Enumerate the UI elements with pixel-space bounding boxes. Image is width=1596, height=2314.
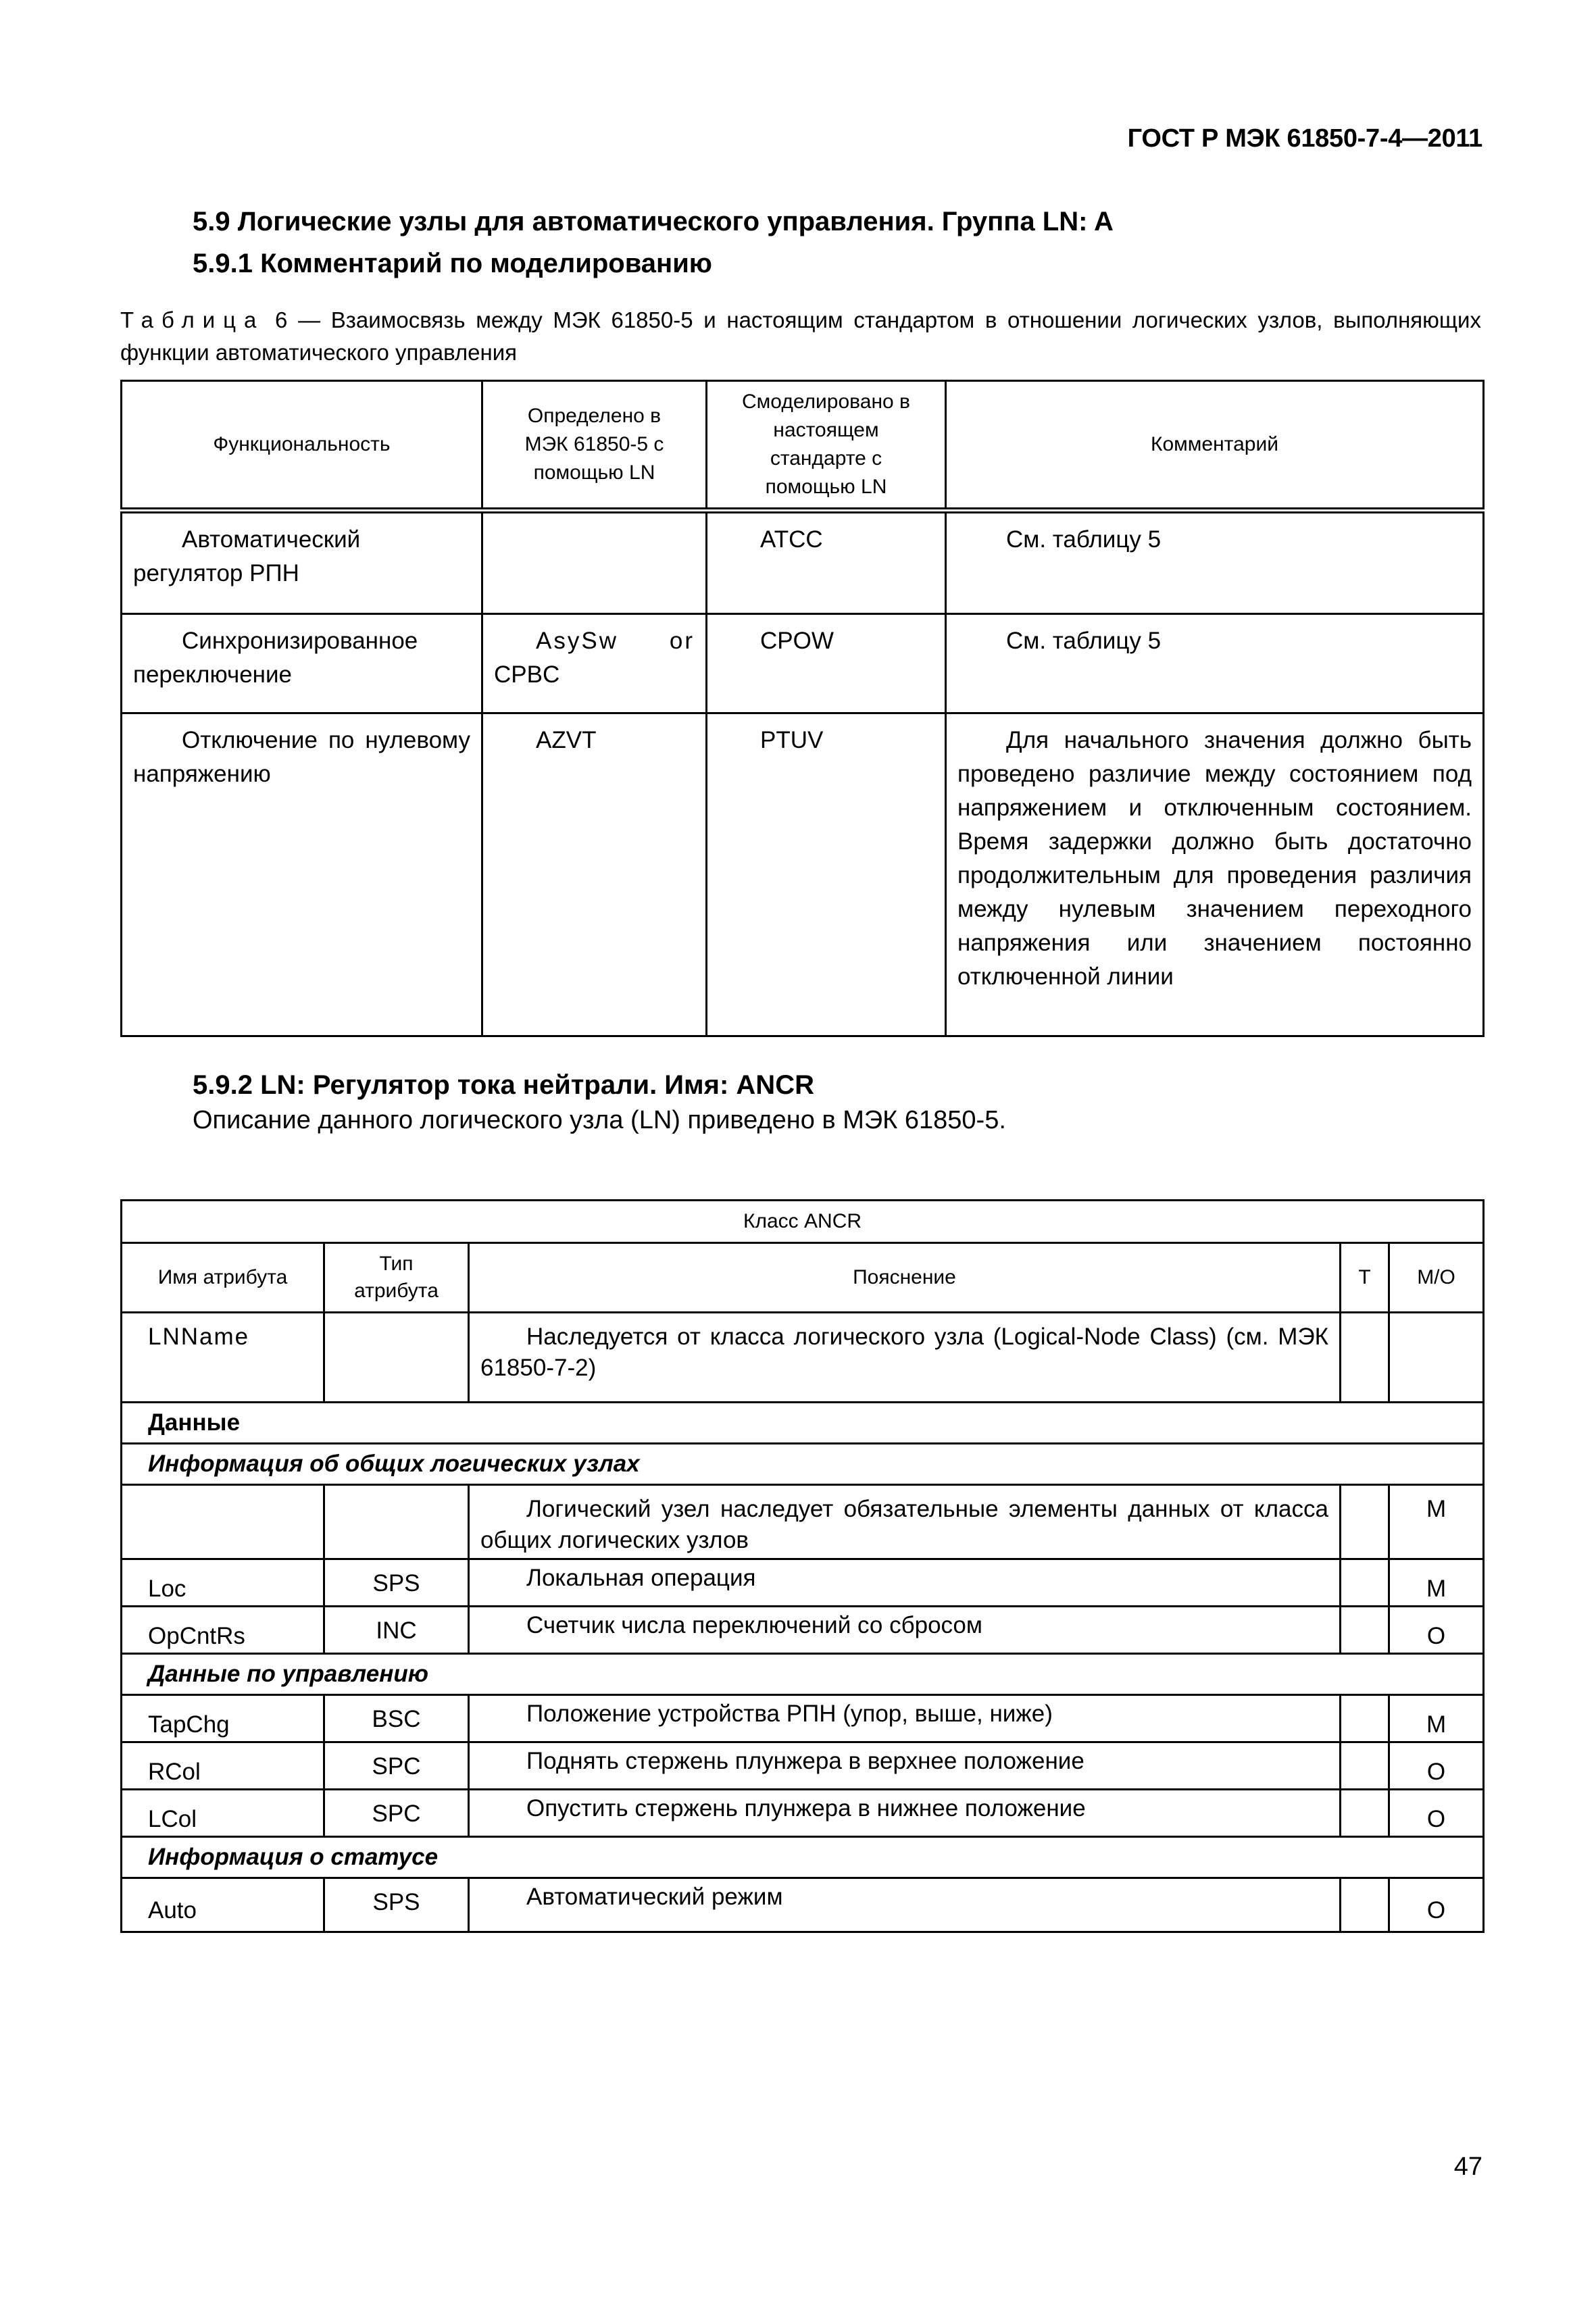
cell-t (1341, 1878, 1389, 1932)
header-attr-name: Имя атрибута (122, 1243, 324, 1313)
cell-t (1341, 1485, 1389, 1559)
cell-explanation: Счетчик числа переключений со сбросом (469, 1607, 1341, 1654)
cell-mo: М (1389, 1695, 1484, 1742)
cell-modeled: PTUV (707, 713, 946, 1036)
group-data-label: Данные (122, 1403, 1484, 1444)
cell-t (1341, 1695, 1389, 1742)
cell-explanation: Логический узел наследует обязательные элементы данных от класса общих логических узлов (469, 1485, 1341, 1559)
table-6 (120, 380, 1485, 1037)
cell-explanation: Автоматический режим (469, 1878, 1341, 1932)
header-functionality: Функциональность (122, 381, 482, 511)
header-comment: Комментарий (946, 381, 1484, 511)
cell-attr-type: SPC (324, 1790, 469, 1837)
cell-attr-type: SPC (324, 1742, 469, 1790)
cell-comment: См. таблицу 5 (946, 511, 1484, 614)
cell-functionality: Автоматический регулятор РПН (122, 511, 482, 614)
cell-attr-name: OpCntRs (122, 1607, 324, 1654)
cell-modeled: ATCC (707, 511, 946, 614)
cell-t (1341, 1790, 1389, 1837)
cell-mo: О (1389, 1607, 1484, 1654)
caption-label: Таблица (120, 307, 265, 332)
cell-defined (482, 614, 707, 713)
cell-t (1341, 1313, 1389, 1403)
group-row-common (122, 1444, 1484, 1485)
page-number: 47 (1453, 2153, 1482, 2181)
table-row (122, 713, 1484, 1036)
defined-asysw: AsySw (536, 628, 618, 654)
header-mo: М/О (1389, 1243, 1484, 1313)
table-row (122, 614, 1484, 713)
cell-t (1341, 1607, 1389, 1654)
ancr-class-title: Класс ANCR (122, 1201, 1484, 1243)
section-heading-5-9: 5.9 Логические узлы для автоматического управления. Группа LN: A (193, 207, 1114, 236)
table-row (122, 1878, 1484, 1932)
table-row (122, 1313, 1484, 1403)
table-row (122, 1485, 1484, 1559)
cell-t (1341, 1559, 1389, 1607)
cell-explanation: Наследуется от класса логического узла (Logical-Node Class) (см. МЭК 61850-7-2) (469, 1313, 1341, 1403)
cell-attr-name: Loc (122, 1559, 324, 1607)
table-row (122, 511, 1484, 614)
header-t: T (1341, 1243, 1389, 1313)
cell-attr-name: RCol (122, 1742, 324, 1790)
cell-mo: О (1389, 1742, 1484, 1790)
cell-functionality: Синхронизированное переключение (122, 614, 482, 713)
table-6-caption (120, 304, 1481, 369)
table-6-header-row (122, 381, 1484, 511)
cell-attr-type: SPS (324, 1878, 469, 1932)
document-header: ГОСТ Р МЭК 61850-7-4—2011 (1127, 124, 1482, 153)
group-status-label: Информация о статусе (122, 1837, 1484, 1878)
cell-mo: М (1389, 1559, 1484, 1607)
cell-mo (1389, 1313, 1484, 1403)
cell-explanation: Локальная операция (469, 1559, 1341, 1607)
cell-explanation: Положение устройства РПН (упор, выше, ниже) (469, 1695, 1341, 1742)
ancr-header-row (122, 1243, 1484, 1313)
caption-text: 6 — Взаимосвязь между МЭК 61850-5 и настоящим стандартом в отношении логических узлов, выполняющих функции автоматического управления (120, 307, 1481, 365)
header-explanation: Пояснение (469, 1243, 1341, 1313)
cell-attr-name: LNName (122, 1313, 324, 1403)
table-row (122, 1607, 1484, 1654)
cell-explanation: Поднять стержень плунжера в верхнее положение (469, 1742, 1341, 1790)
header-defined: Определено в МЭК 61850-5 с помощью LN (482, 381, 707, 511)
cell-attr-type: INC (324, 1607, 469, 1654)
ancr-class-table (120, 1199, 1485, 1933)
group-row-status (122, 1837, 1484, 1878)
section-heading-5-9-1: 5.9.1 Комментарий по моделированию (193, 249, 712, 278)
cell-explanation: Опустить стержень плунжера в нижнее положение (469, 1790, 1341, 1837)
section-heading-5-9-2: 5.9.2 LN: Регулятор тока нейтрали. Имя: ANCR (193, 1070, 814, 1100)
cell-functionality: Отключение по нулевому напряжению (122, 713, 482, 1036)
cell-defined: AZVT (482, 713, 707, 1036)
cell-mo: М (1389, 1485, 1484, 1559)
ancr-title-row (122, 1201, 1484, 1243)
cell-attr-type: BSC (324, 1695, 469, 1742)
group-common-label: Информация об общих логических узлах (122, 1444, 1484, 1485)
cell-t (1341, 1742, 1389, 1790)
table-row (122, 1559, 1484, 1607)
cell-attr-type (324, 1485, 469, 1559)
group-row-data (122, 1403, 1484, 1444)
table-row (122, 1790, 1484, 1837)
group-control-label: Данные по управлению (122, 1654, 1484, 1695)
group-row-control (122, 1654, 1484, 1695)
cell-attr-name: TapChg (122, 1695, 324, 1742)
defined-or: or (669, 628, 695, 654)
cell-attr-name: Auto (122, 1878, 324, 1932)
table-row (122, 1695, 1484, 1742)
table-row (122, 1742, 1484, 1790)
cell-comment: Для начального значения должно быть проведено различие между состоянием под напряжением и отключенным состоянием. Время задержки должно быть достаточно продолжительным для проведения различия между нулевым значением переходного напряжения или значением постоянно отключенной линии (946, 713, 1484, 1036)
cell-mo: О (1389, 1790, 1484, 1837)
cell-attr-type: SPS (324, 1559, 469, 1607)
ancr-description: Описание данного логического узла (LN) приведено в МЭК 61850-5. (193, 1106, 1006, 1134)
cell-modeled: CPOW (707, 614, 946, 713)
cell-defined (482, 511, 707, 614)
header-attr-type: Тип атрибута (324, 1243, 469, 1313)
cell-comment: См. таблицу 5 (946, 614, 1484, 713)
cell-attr-type (324, 1313, 469, 1403)
cell-mo: О (1389, 1878, 1484, 1932)
cell-attr-name (122, 1485, 324, 1559)
cell-attr-name: LCol (122, 1790, 324, 1837)
header-modeled: Смоделировано в настоящем стандарте с помощью LN (707, 381, 946, 511)
defined-cpbc: CPBC (494, 661, 560, 688)
